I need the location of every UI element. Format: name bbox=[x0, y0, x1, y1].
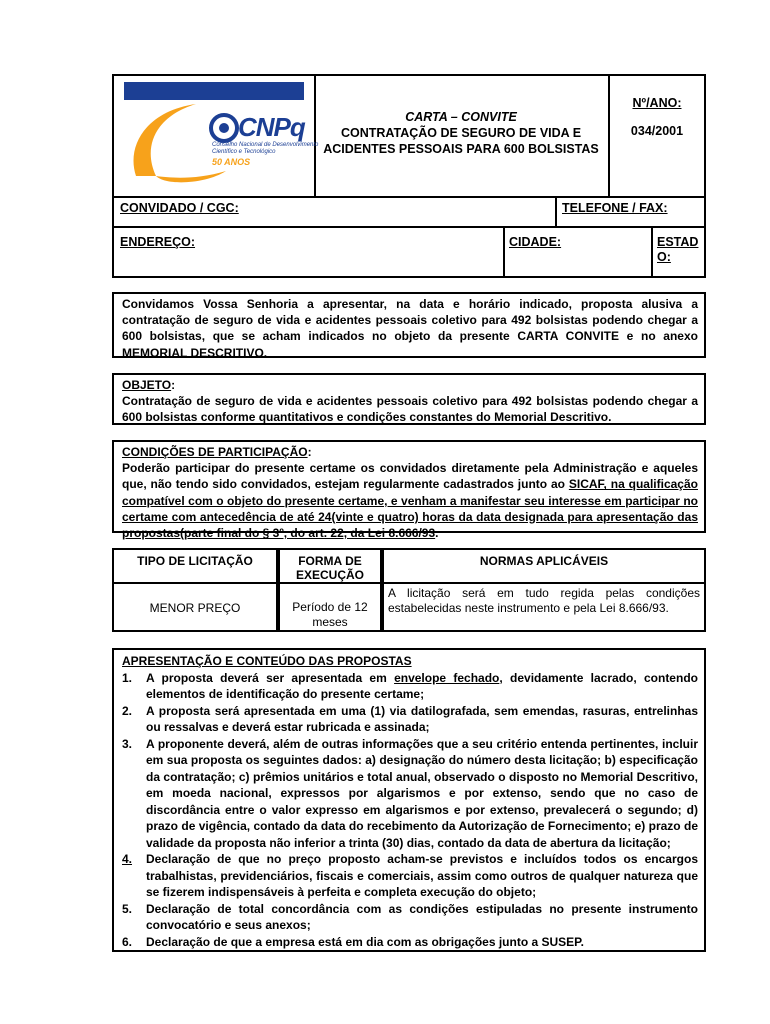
header-table bbox=[112, 74, 706, 198]
estado-label-1: ESTAD bbox=[657, 235, 699, 249]
tipo-value: MENOR PREÇO bbox=[112, 582, 278, 632]
item-text: A proposta deverá ser apresentada em bbox=[146, 670, 395, 685]
objeto-heading: OBJETO bbox=[122, 378, 172, 392]
doc-title: CARTA – CONVITE bbox=[405, 110, 517, 124]
forma-header: FORMA DE EXECUÇÃO bbox=[278, 548, 382, 584]
objeto-text: Contratação de seguro de vida e acidentes pessoais coletivo para 492 bolsistas podendo chegar a 600 bolsistas conforme quantitativos e condições constantes do Memorial Descritivo. bbox=[122, 394, 698, 425]
item-text: Declaração de que no preço proposto acham-se previstos e incluídos todos os encargos trabalhistas, previdenciários, fiscais e comerciais, assim como outros de qualquer natureza que se fizerem indispensáveis à perfeita e completa execução do objeto; bbox=[146, 852, 698, 899]
number-value: 034/2001 bbox=[630, 124, 684, 138]
cidade-label: CIDADE: bbox=[509, 235, 562, 249]
list-item bbox=[122, 703, 698, 736]
doc-subtitle-2: ACIDENTES PESSOAIS PARA 600 BOLSISTAS bbox=[323, 142, 599, 156]
objeto-section: OBJETO: Contratação de seguro de vida e acidentes pessoais coletivo para 492 bolsistas podendo chegar a 600 bolsistas conforme quantitativos e condições constantes do Memorial Descritivo. bbox=[112, 373, 706, 425]
number-label: Nº/ANO: bbox=[632, 96, 682, 110]
condicoes-text-1: Poderão participar do presente certame os convidados diretamente pela Administração e aqueles que, não tendo sido convidados, estejam regularmente cadastrados junto ao bbox=[122, 461, 698, 492]
condicoes-section: CONDIÇÕES DE PARTICIPAÇÃO: Poderão participar do presente certame os convidados diretamente pela Administração e aqueles que, não tendo sido convidados, estejam regularmente cadastrados junto ao SICAF, na qualificação compatível com o objeto do presente certame, e venham a manifestar seu interesse em participar no certame com antecedência de até 24(vinte e quatro) horas da data designada para apresentação das propostas(parte final do § 3º, do art. 22, da Lei 8.666/93. bbox=[112, 440, 706, 533]
sicaf-text: SICAF bbox=[568, 477, 604, 492]
condicoes-text-3: . bbox=[435, 526, 439, 541]
divider bbox=[651, 228, 653, 276]
telefone-label: TELEFONE / FAX: bbox=[562, 201, 668, 215]
item-number: 4. bbox=[122, 852, 133, 866]
list-item bbox=[122, 851, 698, 901]
item-number: 1. bbox=[122, 670, 133, 685]
item-text: A proponente deverá, além de outras informações que a seu critério entenda pertinentes, incluir em sua proposta os seguintes dados: a) designação do número desta licitação; b) especificação da contratação; c) prêmios unitários e total anual, observado o disposto no Memorial Descritivo, em moeda nacional, expressos por algarismos e por extenso, sendo que no caso de discordância entre o valor expresso em algarismos e por extenso, prevalecerá o segundo; d) prazo de vigência, contado da data do recebimento da Autorização de Fornecimento; e) prazo de validade da proposta não inferior a trinta (30) dias, contado da data de abertura da licitação; bbox=[146, 736, 698, 850]
estado-label-2: O: bbox=[657, 250, 671, 264]
logo-subtitle-1: Conselho Nacional de Desenvolvimento bbox=[212, 142, 319, 148]
condicoes-text-2: , na qualificação compatível com o objeto do presente certame, e venham a manifestar seu interesse em participar no certame com antecedência de até 24(vinte e quatro) horas da data designada para apresentação das propostas(parte final do § 3º, do art. 22, da Lei 8.666/93 bbox=[122, 477, 698, 541]
endereco-row bbox=[112, 226, 706, 278]
forma-value: Período de 12 meses bbox=[278, 582, 382, 632]
item-underlined-text: envelope fechado bbox=[394, 670, 500, 685]
item-text: Declaração de total concordância com as condições estipuladas no presente instrumento convocatório e seus anexos; bbox=[146, 901, 698, 932]
endereco-label: ENDEREÇO: bbox=[120, 235, 196, 249]
apresentacao-heading: APRESENTAÇÃO E CONTEÚDO DAS PROPOSTAS bbox=[122, 654, 412, 668]
list-item bbox=[122, 934, 698, 951]
list-item bbox=[122, 736, 698, 852]
condicoes-heading: CONDIÇÕES DE PARTICIPAÇÃO bbox=[122, 445, 308, 459]
item-number: 2. bbox=[122, 703, 133, 718]
apresentacao-section bbox=[112, 648, 706, 952]
item-number: 5. bbox=[122, 901, 133, 916]
title-cell bbox=[314, 76, 610, 196]
item-text-post: , devidamente lacrado, contendo elementos de identificação do presente certame; bbox=[146, 670, 698, 701]
logo-anniversary: 50 ANOS bbox=[212, 157, 251, 167]
licitacao-table bbox=[112, 548, 706, 632]
item-text: A proposta será apresentada em uma (1) via datilografada, sem emendas, rasuras, entrelinhas ou ressalvas e deverá estar rubricada e assinada; bbox=[146, 703, 698, 734]
intro-section bbox=[112, 292, 706, 358]
condicoes-text bbox=[122, 460, 698, 541]
divider bbox=[555, 198, 557, 226]
normas-value: A licitação será em tudo regida pelas condições estabelecidas neste instrumento e pela Lei 8.666/93. bbox=[382, 582, 706, 632]
list-item bbox=[122, 901, 698, 934]
logo-subtitle-2: Científico e Tecnológico bbox=[212, 149, 276, 155]
item-text: Declaração de que a empresa está em dia com as obrigações junto a SUSEP. bbox=[146, 934, 584, 949]
doc-subtitle-1: CONTRATAÇÃO DE SEGURO DE VIDA E bbox=[340, 126, 582, 140]
normas-header: NORMAS APLICÁVEIS bbox=[382, 548, 706, 584]
item-number: 6. bbox=[122, 934, 133, 949]
intro-text: Convidamos Vossa Senhoria a apresentar, na data e horário indicado, proposta alusiva a contratação de seguro de vida e acidentes pessoais coletivo para 492 bolsistas podendo chegar a 600 bolsistas, que se acham indicados no objeto da presente CARTA CONVITE e no anexo MEMORIAL DESCRITIVO. bbox=[122, 297, 698, 360]
logo-cell bbox=[114, 76, 319, 196]
list-item bbox=[122, 670, 698, 703]
convidado-label: CONVIDADO / CGC: bbox=[120, 201, 239, 215]
number-cell bbox=[610, 76, 704, 196]
item-number: 3. bbox=[122, 736, 133, 751]
apresentacao-list bbox=[122, 670, 698, 951]
logo-text: CNPq bbox=[238, 112, 305, 142]
tipo-header: TIPO DE LICITAÇÃO bbox=[112, 548, 278, 584]
convidado-row bbox=[112, 196, 706, 228]
divider bbox=[503, 228, 505, 276]
